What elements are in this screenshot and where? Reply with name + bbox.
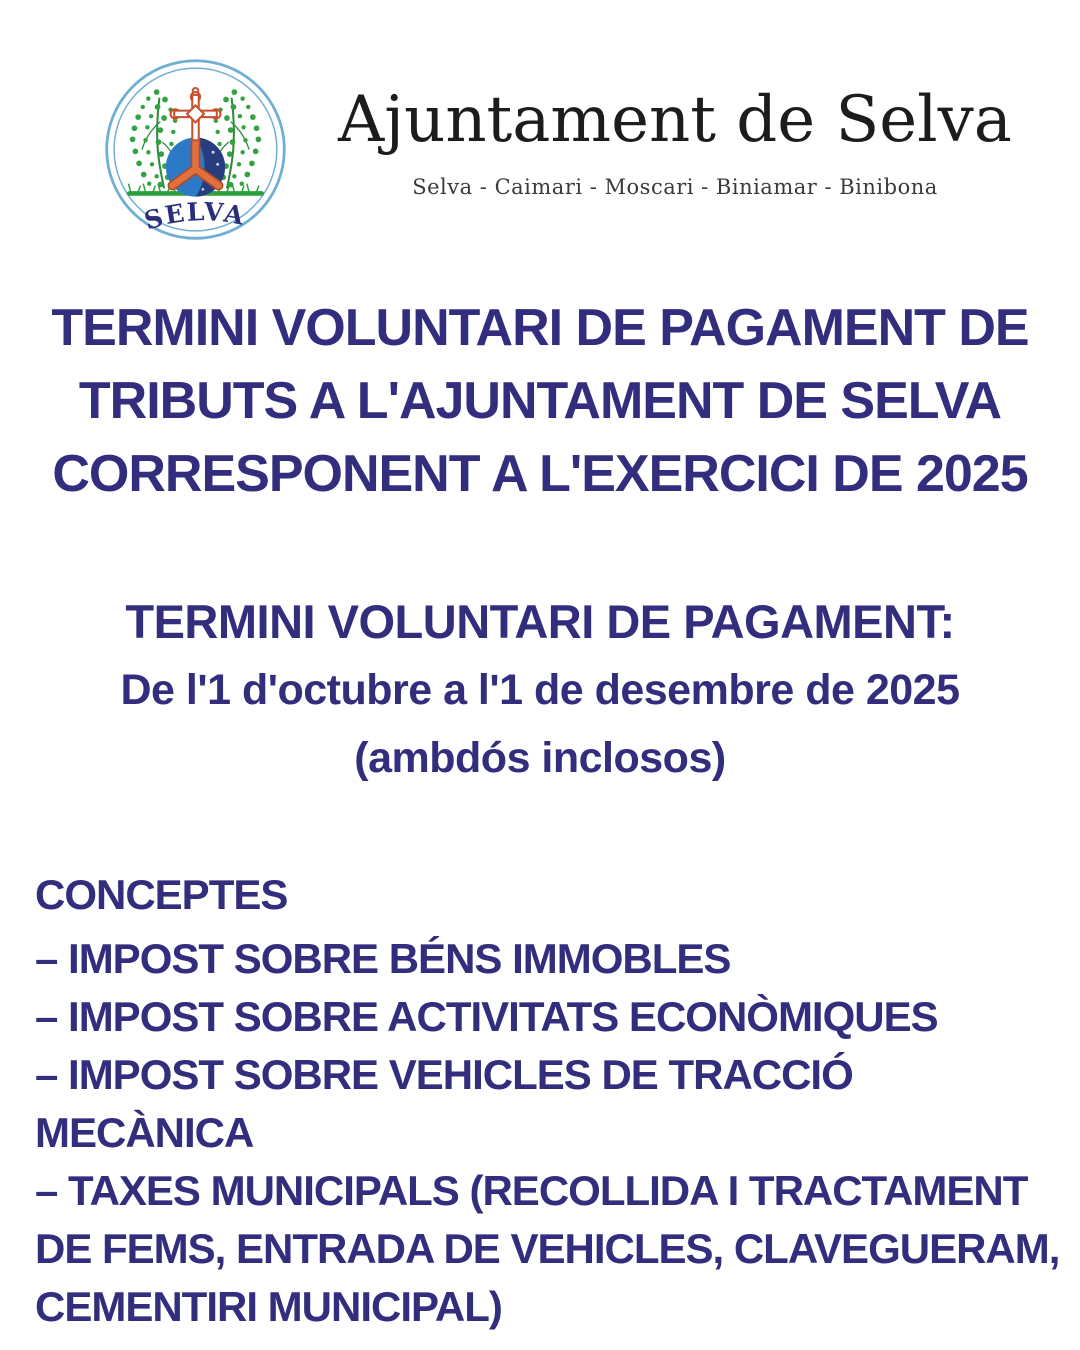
header <box>330 84 1020 199</box>
main-title-line-1: TERMINI VOLUNTARI DE PAGAMENT DE <box>51 299 1029 357</box>
concept-item-taxes: – TAXES MUNICIPALS (RECOLLIDA I TRACTAMENT DE FEMS, ENTRADA DE VEHICLES, CLAVEGUERAM, CEMENTIRI MUNICIPAL) <box>35 1167 1060 1330</box>
payment-period-note: (ambdós inclosos) <box>354 734 726 782</box>
main-title-line-2: TRIBUTS A L'AJUNTAMENT DE SELVA <box>78 372 1002 430</box>
municipality-wordmark: Ajuntament de Selva <box>338 83 1012 157</box>
payment-period-section <box>20 588 1060 792</box>
concept-item-ibi: – IMPOST SOBRE BÉNS IMMOBLES <box>35 935 731 982</box>
concept-item-ivtm: – IMPOST SOBRE VEHICLES DE TRACCIÓ MECÀNICA <box>35 1051 853 1156</box>
seal-text: SELVA <box>141 197 248 236</box>
payment-period-dates: De l'1 d'octubre a l'1 de desembre de 2025 <box>120 666 960 714</box>
concepts-heading: CONCEPTES <box>35 871 288 918</box>
villages-subtitle: Selva - Caimari - Moscari - Biniamar - Binibona <box>412 174 938 199</box>
globe-icon <box>166 137 225 196</box>
selva-seal-logo <box>103 57 288 242</box>
concepts-section <box>35 866 1060 1336</box>
main-title-line-3: CORRESPONENT A L'EXERCICI DE 2025 <box>52 445 1028 503</box>
payment-period-heading: TERMINI VOLUNTARI DE PAGAMENT: <box>125 595 955 648</box>
main-title <box>20 292 1060 511</box>
concept-item-iae: – IMPOST SOBRE ACTIVITATS ECONÒMIQUES <box>35 993 938 1040</box>
